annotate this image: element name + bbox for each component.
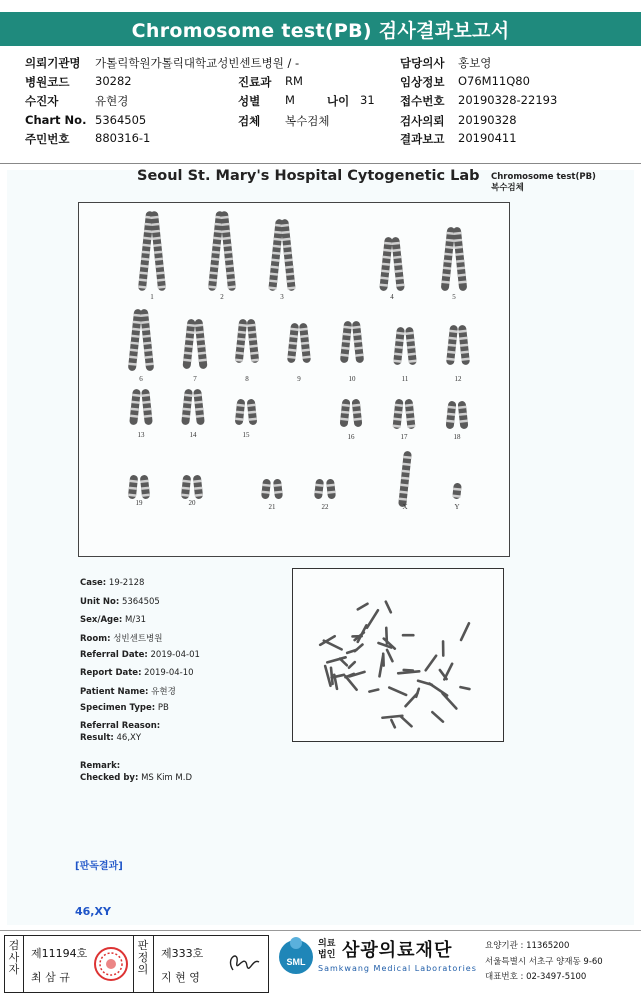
- lab-title: Seoul St. Mary's Hospital Cytogenetic Lab: [137, 168, 480, 184]
- chromosome-pair-1: [138, 211, 166, 301]
- checked-value: MS Kim M.D: [141, 773, 192, 783]
- specimentype-label: Specimen Type:: [80, 703, 155, 713]
- chromosome-label: 2: [220, 293, 224, 301]
- report-date-label: 결과보고: [400, 131, 444, 147]
- chart-label: Chart No.: [25, 113, 86, 127]
- metaphase-chromosome: [416, 689, 419, 697]
- room-label: Room:: [80, 634, 110, 644]
- logo-text: SML: [287, 957, 307, 967]
- unit-line: [80, 597, 160, 607]
- chromosome-pair-17: [392, 399, 415, 441]
- rrn-label: 주민번호: [25, 131, 69, 147]
- sig-divider-3: [153, 936, 154, 992]
- result-label: Result:: [80, 733, 114, 743]
- clinical-label: 임상정보: [400, 74, 444, 90]
- reportdate-value: 2019-04-10: [144, 668, 193, 678]
- org-name: 삼광의료재단: [342, 936, 452, 962]
- accession-label: 접수번호: [400, 93, 444, 109]
- metaphase-chromosome: [367, 610, 378, 628]
- reason-label: Referral Reason:: [80, 721, 160, 731]
- chromosome-pair-X: [398, 451, 412, 511]
- metaphase-chromosome: [325, 666, 330, 686]
- metaphase-chromosome: [461, 623, 469, 640]
- chromosome-label: 12: [455, 375, 463, 383]
- metaphase-chromosome: [386, 602, 391, 613]
- contact-line-1: 요양기관 : 11365200: [485, 939, 569, 951]
- chromosome-label: 5: [452, 293, 456, 301]
- chromosome-label: 19: [136, 499, 144, 507]
- chromosome-label: 6: [139, 375, 143, 383]
- metaphase-chromosome: [443, 693, 457, 708]
- side-title-line-2: 복수검체: [491, 183, 596, 194]
- metaphase-chromosome: [404, 670, 413, 671]
- chromosome-pair-12: [446, 325, 470, 383]
- chromosome-pair-8: [235, 319, 260, 383]
- metaphase-chromosome: [432, 712, 443, 722]
- sml-logo-icon: [276, 935, 316, 975]
- reason-line: [80, 721, 160, 731]
- chromosome-pair-3: [268, 219, 295, 301]
- specimentype-value: PB: [158, 703, 169, 713]
- sex-label: 성별: [238, 93, 260, 109]
- chromosome-label: 11: [402, 375, 409, 383]
- remark-line: [80, 761, 120, 771]
- chromosome-pair-18: [446, 401, 469, 441]
- org-small-label: [318, 939, 335, 961]
- chromosome-label: 8: [245, 375, 249, 383]
- contact-line-3: 대표번호 : 02-3497-5100: [485, 970, 586, 982]
- chromosome-pair-21: [261, 479, 283, 511]
- seal-stamp: [93, 946, 129, 982]
- org-small-1: 의료: [318, 939, 335, 950]
- reviewer-name: 지 현 영: [161, 969, 200, 985]
- inspector-license: 제11194호: [31, 945, 87, 961]
- dept-value: RM: [285, 74, 303, 88]
- chromosome-pair-7: [182, 319, 207, 383]
- sexage-line: [80, 615, 146, 625]
- chromosome-label: 4: [390, 293, 394, 301]
- side-title-line-1: Chromosome test(PB): [491, 172, 596, 183]
- metaphase-chromosome: [331, 668, 333, 684]
- patientname-label: Patient Name:: [80, 687, 148, 697]
- metaphase-chromosome: [398, 671, 419, 673]
- result-value: 46,XY: [117, 733, 142, 743]
- chromosome-label: 22: [322, 503, 330, 511]
- metaphase-chromosome: [401, 716, 412, 726]
- metaphase-chromosome: [387, 650, 392, 661]
- chromosome-label: 17: [401, 433, 409, 441]
- age-label: 나이: [327, 93, 349, 109]
- specimen-label: 검체: [238, 113, 260, 129]
- karyogram-image: [79, 203, 509, 556]
- chromosome: [326, 479, 336, 500]
- hospital-code-label: 병원코드: [25, 74, 69, 90]
- chromosome-pair-14: [181, 389, 205, 439]
- reviewer-license: 제333호: [161, 945, 203, 961]
- org-english-name: Samkwang Medical Laboratories: [318, 964, 477, 973]
- chromosome-pair-19: [128, 475, 150, 507]
- chromosome-label: 7: [193, 375, 197, 383]
- chromosome-pair-2: [208, 211, 236, 301]
- doctor-value: 홍보영: [458, 55, 491, 71]
- checked-label: Checked by:: [80, 773, 138, 783]
- referral-line: [80, 650, 200, 660]
- inspector-vertical-label: 검사자: [7, 940, 21, 976]
- chromosome-label: 1: [150, 293, 154, 301]
- chromosome: [261, 479, 271, 500]
- patient-label: 수진자: [25, 93, 58, 109]
- chromosome-pair-16: [340, 399, 363, 441]
- case-label: Case:: [80, 578, 106, 588]
- chromosome-label: 20: [189, 499, 197, 507]
- chromosome-label: 21: [269, 503, 277, 511]
- patientname-line: [80, 685, 176, 697]
- hospital-code-value: 30282: [95, 74, 132, 88]
- chromosome-label: Y: [454, 503, 459, 511]
- patientname-value: 유현경: [151, 687, 176, 697]
- karyogram-panel: [78, 202, 510, 557]
- chromosome-pair-13: [129, 389, 153, 439]
- handwritten-signature: [223, 948, 263, 978]
- chromosome-pair-11: [393, 327, 417, 383]
- chromosome-pair-6: [128, 309, 154, 383]
- chromosome-label: X: [402, 503, 407, 511]
- signature-box: [4, 935, 269, 993]
- chromosome-pair-20: [181, 475, 203, 507]
- metaphase-chromosome: [358, 604, 368, 610]
- request-value: 20190328: [458, 113, 517, 127]
- verdict-label: [판독결과]: [75, 857, 123, 872]
- room-line: [80, 632, 162, 644]
- contact-line-2: 서울특별시 서초구 양재동 9-60: [485, 955, 603, 967]
- referral-value: 2019-04-01: [151, 650, 200, 660]
- specimen-value: 복수검체: [285, 113, 329, 129]
- metaphase-chromosome: [358, 625, 367, 642]
- verdict-value: 46,XY: [75, 905, 111, 918]
- chromosome-pair-Y: [452, 483, 462, 511]
- unit-value: 5364505: [122, 597, 160, 607]
- reportdate-label: Report Date:: [80, 668, 141, 678]
- chromosome-pair-9: [287, 323, 311, 383]
- chromosome-label: 13: [138, 431, 146, 439]
- sex-value: M: [285, 93, 295, 107]
- clinical-value: O76M11Q80: [458, 74, 530, 88]
- chromosome: [140, 309, 154, 371]
- sig-divider-2: [133, 936, 134, 992]
- metaphase-chromosome: [379, 655, 383, 676]
- metaphase-chromosome: [349, 662, 355, 668]
- accession-value: 20190328-22193: [458, 93, 557, 107]
- doctor-label: 담당의사: [400, 55, 444, 71]
- metaphase-chromosome: [426, 656, 436, 671]
- unit-label: Unit No:: [80, 597, 119, 607]
- metaphase-panel: [292, 568, 504, 742]
- patient-info-panel: [0, 50, 641, 162]
- chromosome: [314, 479, 324, 500]
- remark-label: Remark:: [80, 761, 120, 771]
- referral-label: Referral Date:: [80, 650, 148, 660]
- reviewer-vertical-label: 판정의: [136, 940, 150, 976]
- chromosome: [273, 479, 283, 500]
- checked-line: [80, 773, 192, 783]
- metaphase-chromosome: [389, 688, 406, 695]
- metaphase-chromosome: [369, 690, 378, 692]
- metaphase-chromosome: [391, 720, 394, 727]
- org-small-2: 법인: [318, 950, 335, 961]
- result-line: [80, 733, 141, 743]
- chromosome: [128, 309, 142, 371]
- chromosome-label: 15: [243, 431, 251, 439]
- info-divider: [0, 163, 641, 164]
- chromosome-label: 3: [280, 293, 284, 301]
- metaphase-chromosome: [460, 687, 469, 689]
- chromosome-pair-4: [379, 237, 405, 301]
- chromosome-pair-15: [235, 399, 258, 439]
- chromosome-label: 10: [349, 375, 357, 383]
- sig-divider-1: [23, 936, 24, 992]
- metaphase-image: [293, 569, 503, 741]
- report-title: Chromosome test(PB) 검사결과보고서: [0, 12, 641, 46]
- reportdate-line: [80, 668, 194, 678]
- report-date-value: 20190411: [458, 131, 517, 145]
- inspector-name: 최 삼 규: [31, 969, 70, 985]
- patient-value: 유현경: [95, 93, 128, 109]
- institution-value: 가톨릭학원가톨릭대학교성빈센트병원 / -: [95, 55, 299, 71]
- chromosome-label: 9: [297, 375, 301, 383]
- chromosome-label: 16: [348, 433, 356, 441]
- chromosome-label: 14: [190, 431, 198, 439]
- metaphase-chromosome: [346, 676, 357, 689]
- chromosome-label: 18: [454, 433, 462, 441]
- metaphase-chromosome: [386, 628, 387, 644]
- rrn-value: 880316-1: [95, 131, 150, 145]
- sexage-label: Sex/Age:: [80, 615, 122, 625]
- room-value: 성빈센트병원: [113, 634, 162, 644]
- case-line: [80, 578, 144, 588]
- dept-label: 진료과: [238, 74, 271, 90]
- chart-value: 5364505: [95, 113, 146, 127]
- chromosome-pair-10: [340, 321, 364, 383]
- metaphase-chromosome: [382, 716, 402, 718]
- age-value: 31: [360, 93, 375, 107]
- sexage-value: M/31: [125, 615, 146, 625]
- request-label: 검사의뢰: [400, 113, 444, 129]
- side-title: [491, 172, 596, 194]
- case-value: 19-2128: [109, 578, 145, 588]
- footer: [0, 930, 641, 1001]
- specimentype-line: [80, 703, 169, 713]
- institution-label: 의뢰기관명: [25, 55, 81, 71]
- chromosome-pair-22: [314, 479, 336, 511]
- chromosome-pair-5: [441, 227, 468, 301]
